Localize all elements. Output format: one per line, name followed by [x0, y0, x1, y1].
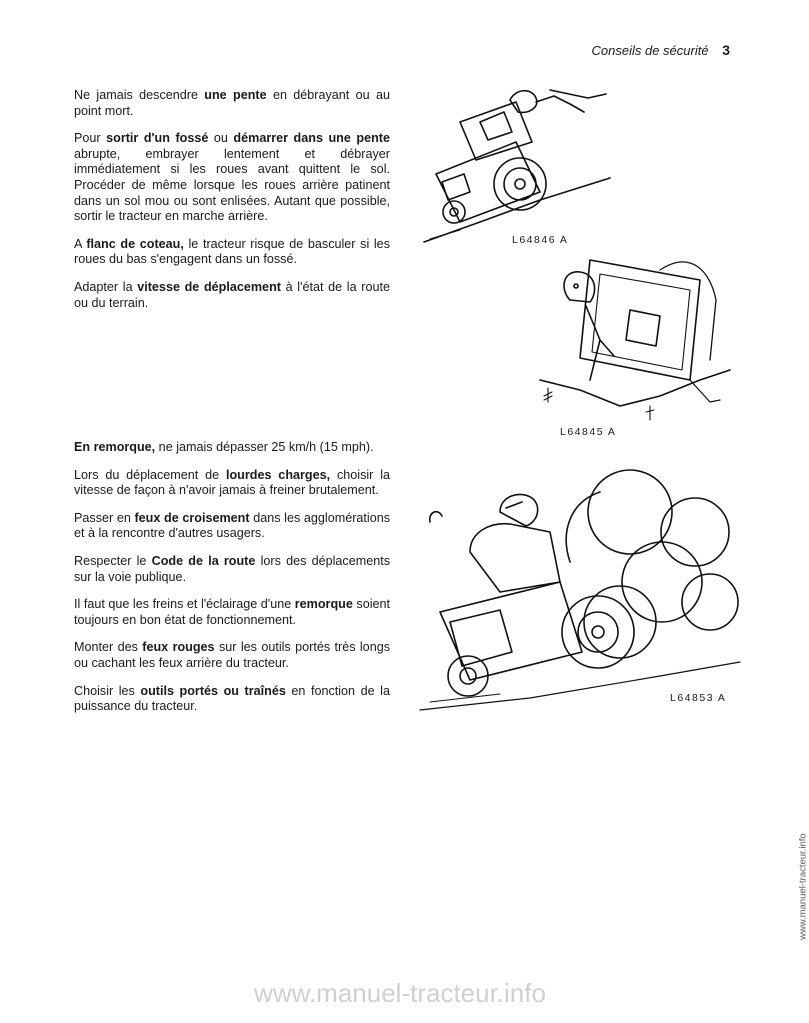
body-text: Passer en: [74, 510, 135, 525]
illustration-tractor-heavy-load: [410, 462, 740, 712]
body-text: A: [74, 236, 87, 251]
paragraph: [74, 554, 390, 585]
text-column-lower: [74, 440, 390, 727]
body-text: sur les outils portés très longs ou cachant les feux arrière du tracteur.: [74, 640, 390, 670]
emphasis-text: vitesse de déplacement: [137, 279, 281, 294]
side-watermark: www.manuel-tracteur.info: [798, 833, 809, 940]
page-header: [592, 42, 730, 58]
paragraph: [74, 511, 390, 542]
emphasis-text: flanc de coteau,: [86, 236, 184, 251]
figure-label: L64853 A: [670, 692, 727, 704]
body-text: lors des déplacements sur la voie publique.: [74, 553, 390, 584]
paragraph: [74, 280, 390, 311]
body-text: ou: [208, 131, 234, 146]
body-text: abrupte, embrayer lentement et débrayer immédiatement si les roues avant quittent le sol. Procéder de même lorsque les roues arrière patinent dans un sol mou ou sont enlisées. Autant que possible, sortir le tracteur en marche arrière.: [74, 146, 390, 224]
emphasis-text: une pente: [204, 88, 267, 102]
body-text: Monter des: [74, 640, 143, 655]
body-text: dans les agglomérations et à la rencontre d'autres usagers.: [74, 510, 390, 541]
emphasis-text: feux de croisement: [134, 510, 250, 525]
body-text: Adapter la: [74, 279, 138, 294]
figure-label: L64845 A: [560, 426, 617, 438]
page-number: 3: [722, 42, 730, 58]
paragraph: [74, 131, 390, 225]
body-text: en fonction de la puissance du tracteur.: [74, 683, 390, 714]
figure-label: L64846 A: [512, 234, 569, 246]
body-text: soient toujours en bon état de fonctionnement.: [74, 597, 391, 627]
body-text: Pour: [74, 131, 107, 146]
body-text: choisir la vitesse de façon à n'avoir jamais à freiner brutalement.: [74, 467, 390, 498]
emphasis-text: outils portés ou traînés: [140, 683, 286, 698]
body-text: Respecter le: [74, 553, 152, 568]
section-title: Conseils de sécurité: [591, 43, 709, 58]
emphasis-text: sortir d'un fossé: [106, 131, 209, 146]
paragraph: [74, 640, 390, 671]
paragraph: [74, 237, 390, 268]
paragraph: [74, 597, 390, 628]
emphasis-text: En remorque,: [74, 440, 156, 454]
emphasis-text: feux rouges: [142, 640, 215, 655]
paragraph: [74, 468, 390, 499]
body-text: à l'état de la route ou du terrain.: [74, 279, 390, 310]
paragraph: [74, 440, 390, 456]
body-text: Choisir les: [74, 683, 141, 698]
emphasis-text: démarrer dans une pente: [233, 131, 390, 146]
illustration-tractor-rollover: [540, 230, 730, 440]
text-column-upper: [74, 88, 390, 323]
paragraph: [74, 684, 390, 715]
emphasis-text: Code de la route: [151, 553, 256, 568]
emphasis-text: lourdes charges,: [225, 467, 331, 482]
body-text: Ne jamais descendre: [74, 88, 205, 102]
body-text: en débrayant ou au point mort.: [74, 88, 390, 118]
footer-watermark: www.manuel-tracteur.info: [254, 978, 546, 1008]
body-text: ne jamais dépasser 25 km/h (15 mph).: [155, 440, 374, 454]
illustration-tractor-wheelie: [420, 82, 610, 246]
paragraph: [74, 88, 390, 119]
emphasis-text: remorque: [294, 597, 353, 612]
body-text: le tracteur risque de basculer si les roues du bas s'engagent dans un fossé.: [74, 236, 390, 267]
body-text: Lors du déplacement de: [74, 467, 226, 482]
body-text: Il faut que les freins et l'éclairage d'une: [74, 597, 295, 612]
